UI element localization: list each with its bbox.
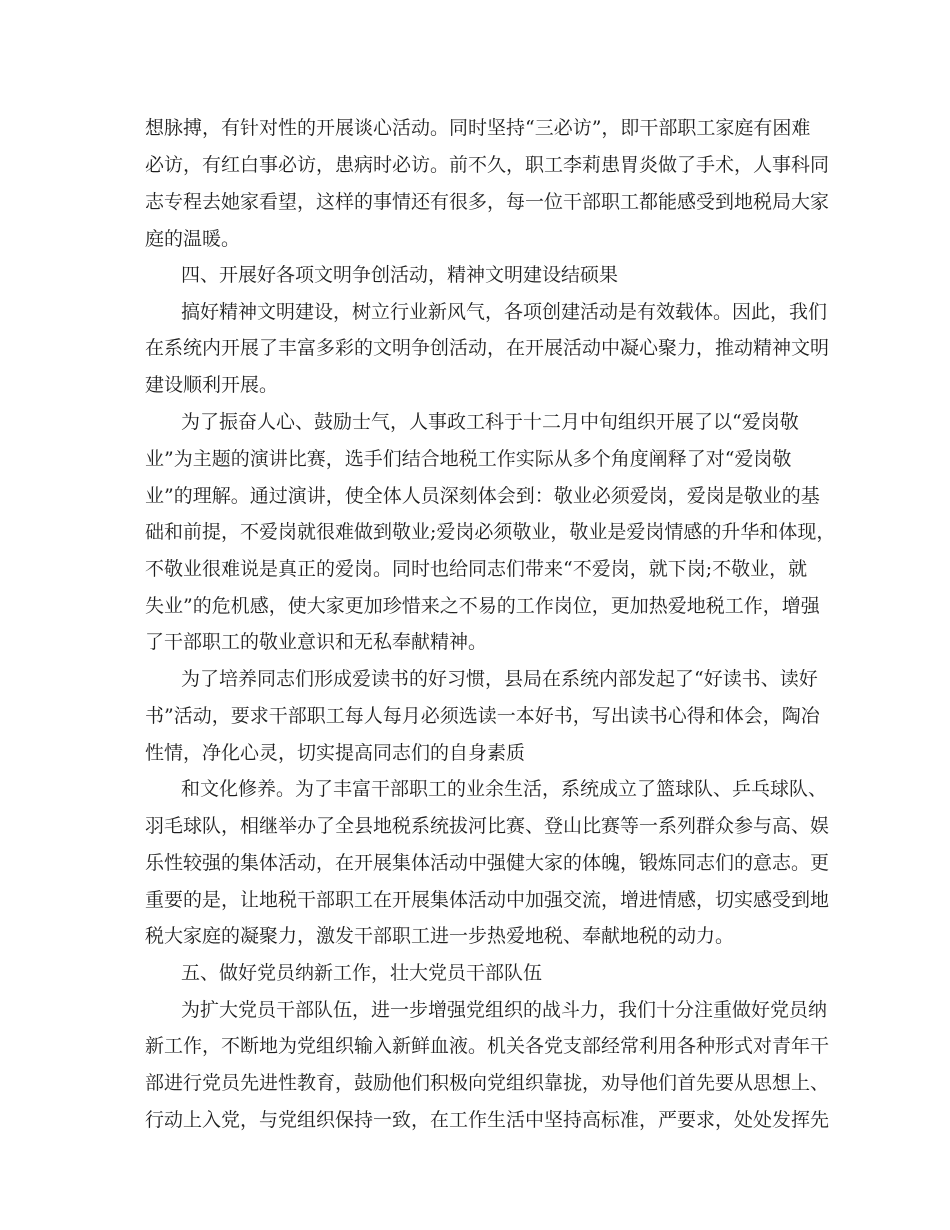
- text-line: 了干部职工的敬业意识和无私奉献精神。: [145, 631, 488, 653]
- section-heading: 五、做好党员纳新工作，壮大党员干部队伍: [181, 962, 543, 984]
- text-line: 为扩大党员干部队伍，进一步增强党组织的战斗力，我们十分注重做好党员纳: [181, 999, 828, 1021]
- text-line: 搞好精神文明建设，树立行业新风气，各项创建活动是有效载体。因此，我们: [181, 301, 828, 323]
- text-line: 失业”的危机感，使大家更加珍惜来之不易的工作岗位，更加热爱地税工作，增强: [145, 595, 820, 617]
- text-line: 行动上入党，与党组织保持一致，在工作生活中坚持高标准，严要求，处处发挥先: [145, 1109, 830, 1131]
- text-line: 业”为主题的演讲比赛，选手们结合地税工作实际从多个角度阐释了对“爱岗敬: [145, 448, 792, 470]
- text-line: 重要的是，让地税干部职工在开展集体活动中加强交流，增进情感，切实感受到地: [145, 889, 830, 911]
- text-line: 必访，有红白事必访，患病时必访。前不久，职工李莉患胃炎做了手术，人事科同: [145, 154, 830, 176]
- text-line: 乐性较强的集体活动，在开展集体活动中强健大家的体魄，锻炼同志们的意志。更: [145, 852, 830, 874]
- text-line: 为了振奋人心、鼓励士气，人事政工科于十二月中旬组织开展了以“爱岗敬: [181, 411, 799, 433]
- text-line: 不敬业很难说是真正的爱岗。同时也给同志们带来“不爱岗，就下岗;不敬业，就: [145, 558, 808, 580]
- text-line: 在系统内开展了丰富多彩的文明争创活动，在开展活动中凝心聚力，推动精神文明: [145, 337, 830, 359]
- section-heading: 四、开展好各项文明争创活动，精神文明建设结硕果: [181, 264, 619, 286]
- text-line: 新工作，不断地为党组织输入新鲜血液。机关各党支部经常利用各种形式对青年干: [145, 1035, 830, 1057]
- text-line: 志专程去她家看望，这样的事情还有很多，每一位干部职工都能感受到地税局大家: [145, 191, 830, 213]
- text-line: 羽毛球队，相继举办了全县地税系统拔河比赛、登山比赛等一系列群众参与高、娱: [145, 815, 830, 837]
- text-line: 性情，净化心灵，切实提高同志们的自身素质: [145, 742, 526, 764]
- text-line: 税大家庭的凝聚力，激发干部职工进一步热爱地税、奉献地税的动力。: [145, 925, 735, 947]
- text-line: 庭的温暖。: [145, 228, 241, 250]
- text-line: 为了培养同志们形成爱读书的好习惯，县局在系统内部发起了“好读书、读好: [181, 668, 818, 690]
- text-line: 建设顺利开展。: [145, 374, 279, 396]
- text-line: 部进行党员先进性教育，鼓励他们积极向党组织靠拢，劝导他们首先要从思想上、: [145, 1072, 830, 1094]
- text-line: 础和前提，不爱岗就很难做到敬业;爱岗必须敬业，敬业是爱岗情感的升华和体现，: [145, 521, 836, 543]
- text-line: 业”的理解。通过演讲，使全体人员深刻体会到：敬业必须爱岗，爱岗是敬业的基: [145, 485, 820, 507]
- text-line: 书”活动，要求干部职工每人每月必须选读一本好书，写出读书心得和体会，陶冶: [145, 705, 820, 727]
- text-line: 想脉搏，有针对性的开展谈心活动。同时坚持“三必访”，即干部职工家庭有困难: [145, 117, 811, 139]
- text-line: 和文化修养。为了丰富干部职工的业余生活，系统成立了篮球队、乒乓球队、: [181, 778, 828, 800]
